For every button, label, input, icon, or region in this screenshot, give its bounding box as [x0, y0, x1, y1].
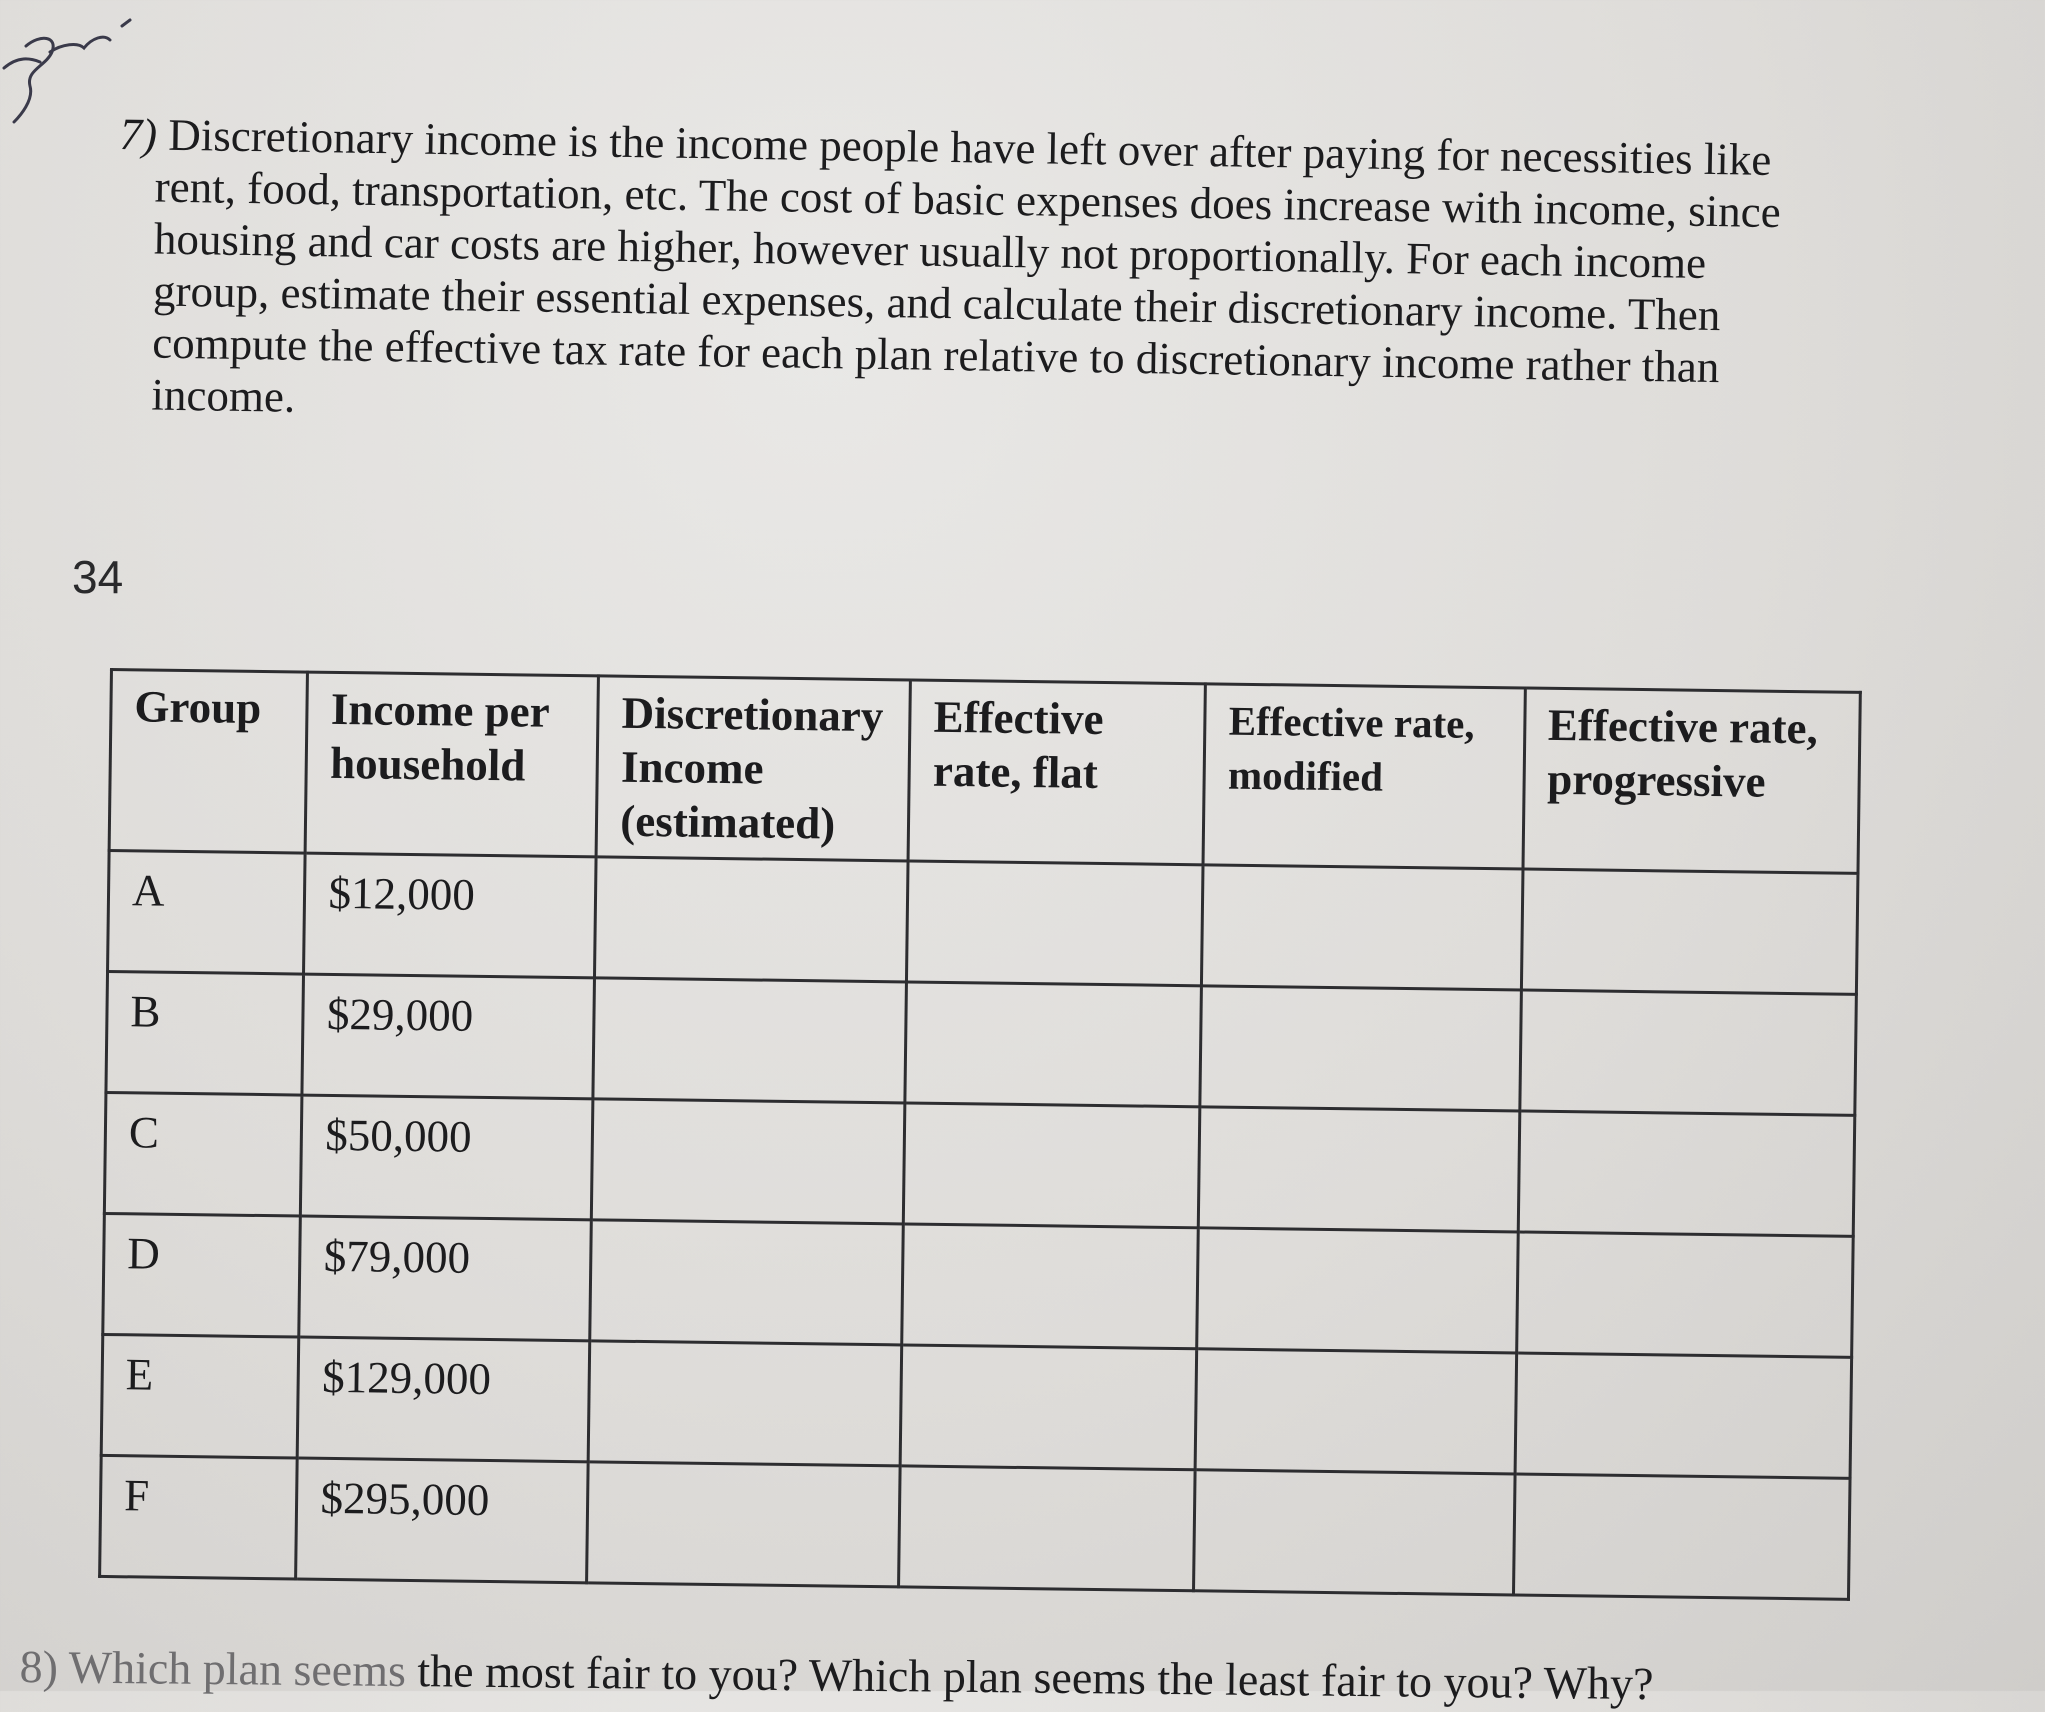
group-cell: C — [104, 1092, 302, 1216]
header-discretionary: Discretionary Income (estimated) — [596, 676, 910, 861]
header-effective-flat: Effective rate, flat — [908, 680, 1206, 865]
page-number: 34 — [72, 551, 124, 603]
income-cell: $129,000 — [298, 1337, 590, 1462]
header-group: Group — [109, 670, 308, 854]
modified-rate-cell — [1199, 1107, 1520, 1232]
flat-rate-cell — [905, 982, 1202, 1107]
group-cell: B — [106, 971, 304, 1095]
modified-rate-cell — [1194, 1470, 1515, 1595]
table-row — [101, 1334, 1851, 1478]
discretionary-cell — [588, 1341, 901, 1466]
progressive-rate-cell — [1515, 1353, 1852, 1478]
question-number: 7) — [119, 108, 158, 160]
table-row — [100, 1455, 1850, 1599]
group-cell: E — [101, 1334, 299, 1458]
header-effective-progressive: Effective rate, progressive — [1523, 688, 1861, 873]
question-8-start: 8) Which plan seems — [19, 1641, 407, 1697]
income-cell: $12,000 — [304, 853, 596, 978]
question-7 — [115, 108, 1800, 446]
income-cell: $295,000 — [296, 1458, 588, 1583]
discretionary-cell — [595, 857, 908, 982]
modified-rate-cell — [1200, 986, 1521, 1111]
progressive-rate-cell — [1516, 1232, 1853, 1357]
question-8-text: the most fair to you? Which plan seems the least fair to you? Why? — [417, 1645, 1654, 1710]
progressive-rate-cell — [1519, 990, 1856, 1115]
group-cell: A — [108, 851, 306, 975]
progressive-rate-cell — [1518, 1111, 1855, 1236]
table-row — [106, 971, 1856, 1115]
question-body: Discretionary income is the income people have left over after paying for necessities like rent, food, transportation, etc. The cost of basic expenses does increase with income, since housing and car costs are higher, however usually not proportionally. For each income group, estimate their essential expenses, and calculate their discretionary income. Then compute the effective tax rate for each plan relative to discretionary income rather than income. — [151, 109, 1782, 422]
group-cell: D — [103, 1213, 301, 1337]
header-effective-modified: Effective rate, modified — [1203, 684, 1525, 869]
header-income: Income per household — [306, 672, 599, 857]
income-cell: $79,000 — [299, 1216, 591, 1341]
progressive-rate-cell — [1521, 869, 1858, 994]
table-row — [104, 1092, 1854, 1236]
flat-rate-cell — [904, 1103, 1201, 1228]
table-header-row — [109, 670, 1860, 874]
income-cell: $29,000 — [302, 974, 594, 1099]
income-cell: $50,000 — [301, 1095, 593, 1220]
flat-rate-cell — [900, 1345, 1197, 1470]
group-cell: F — [100, 1455, 298, 1579]
discretionary-cell — [587, 1462, 900, 1587]
discretionary-cell — [590, 1220, 903, 1345]
discretionary-cell — [592, 1099, 905, 1224]
flat-rate-cell — [899, 1466, 1196, 1591]
question-8 — [19, 1640, 1839, 1712]
discretionary-cell — [593, 978, 906, 1103]
flat-rate-cell — [902, 1224, 1199, 1349]
income-tax-table — [98, 668, 1862, 1601]
modified-rate-cell — [1197, 1228, 1518, 1353]
modified-rate-cell — [1195, 1349, 1516, 1474]
flat-rate-cell — [907, 861, 1204, 986]
modified-rate-cell — [1202, 865, 1523, 990]
progressive-rate-cell — [1513, 1474, 1850, 1599]
question-7-text — [115, 108, 1800, 446]
table-row — [103, 1213, 1853, 1357]
table-row — [108, 851, 1858, 995]
